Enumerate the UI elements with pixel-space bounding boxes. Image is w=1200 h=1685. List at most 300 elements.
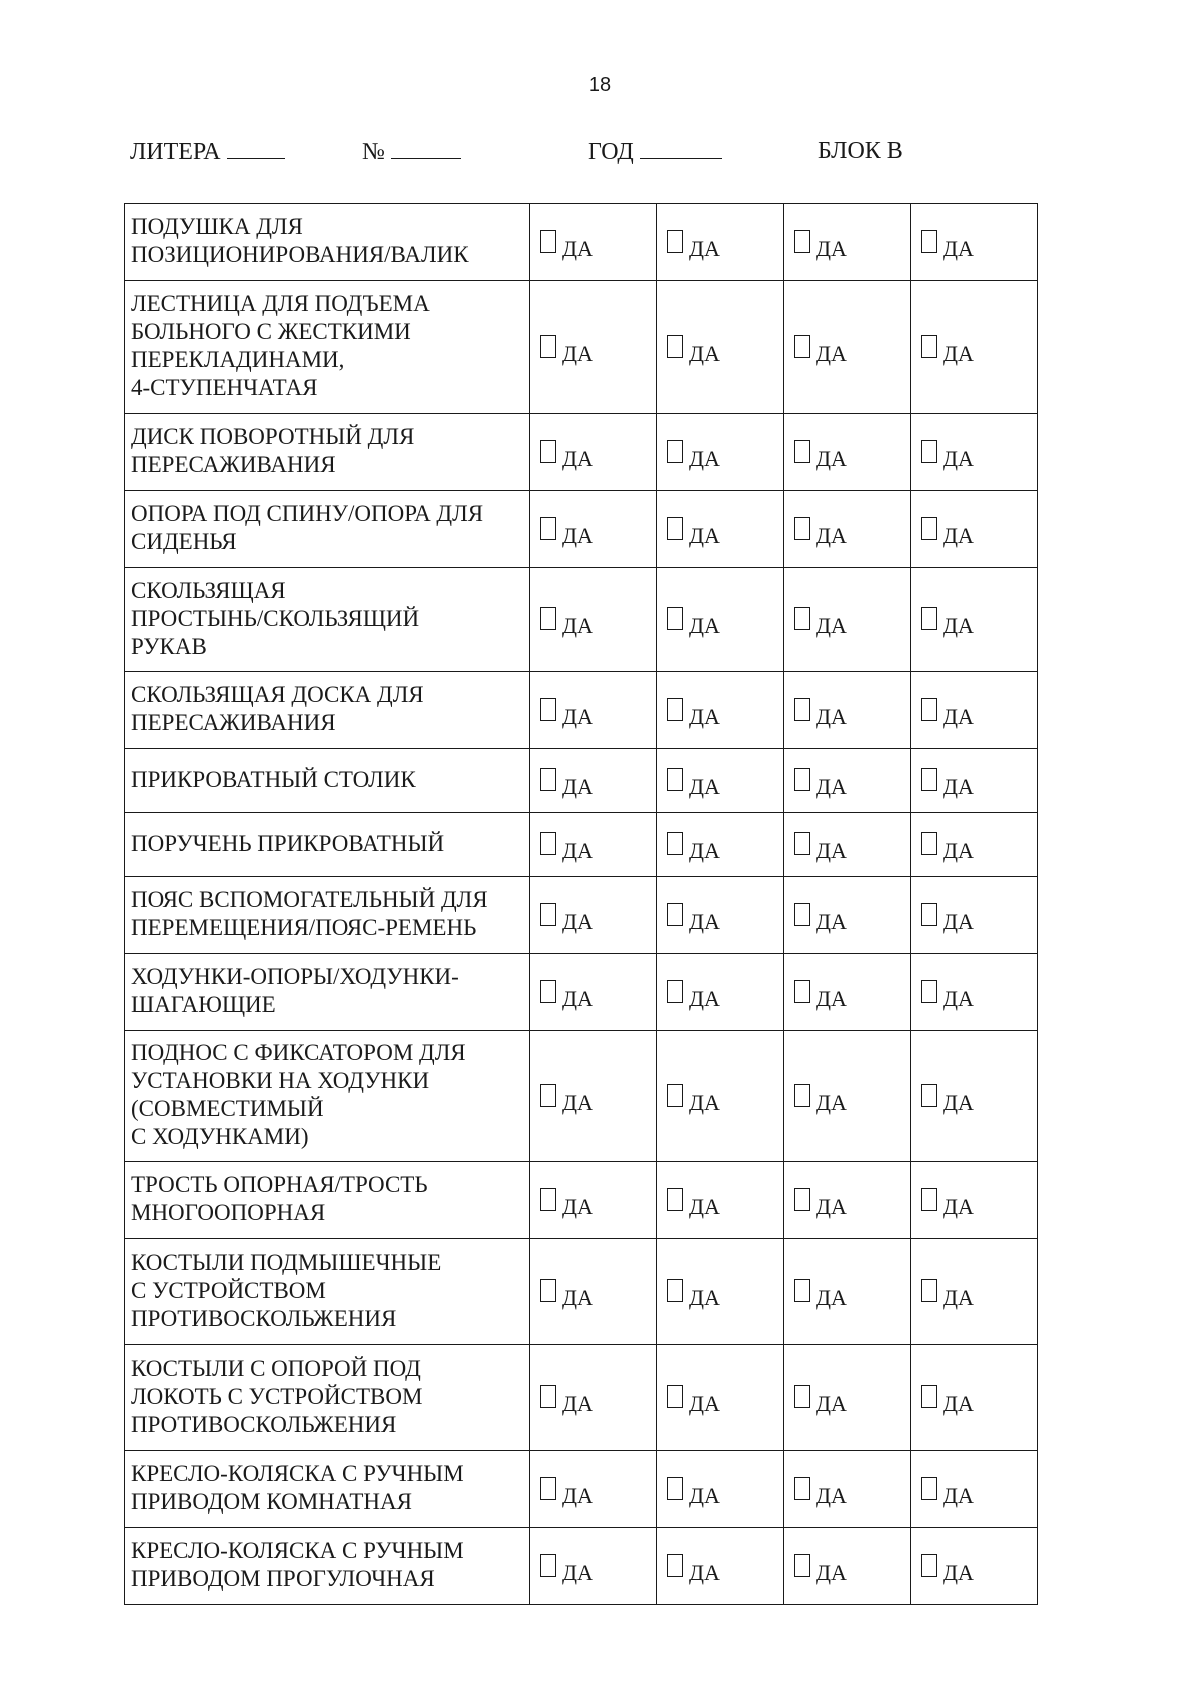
yes-option[interactable] — [784, 1084, 910, 1115]
yes-label: ДА — [816, 1391, 847, 1416]
yes-checkbox[interactable] — [667, 1554, 683, 1577]
yes-cell — [911, 1162, 1038, 1239]
item-name-line: ПРОТИВОСКОЛЬЖЕНИЯ — [131, 1305, 397, 1331]
number-field — [362, 138, 461, 166]
yes-label: ДА — [562, 340, 593, 366]
yes-option[interactable] — [911, 1385, 1037, 1416]
year-input[interactable] — [640, 138, 722, 159]
item-name-cell — [125, 813, 530, 877]
yes-option[interactable] — [657, 607, 783, 638]
yes-option[interactable] — [530, 903, 656, 934]
yes-option[interactable] — [657, 832, 783, 863]
item-name-cell — [125, 1239, 530, 1345]
yes-option[interactable] — [530, 698, 656, 729]
yes-checkbox[interactable] — [921, 1554, 937, 1577]
yes-checkbox[interactable] — [667, 1385, 683, 1408]
yes-checkbox[interactable] — [794, 980, 810, 1003]
yes-option[interactable] — [911, 1188, 1037, 1219]
yes-cell — [784, 568, 911, 672]
litera-label: ЛИТЕРА — [130, 139, 221, 165]
yes-checkbox[interactable] — [667, 607, 683, 630]
yes-option[interactable] — [911, 903, 1037, 934]
yes-option[interactable] — [657, 1385, 783, 1416]
yes-cell — [530, 491, 657, 568]
yes-checkbox[interactable] — [540, 980, 556, 1003]
item-name-cell — [125, 281, 530, 414]
yes-option[interactable] — [657, 1554, 783, 1585]
yes-cell — [784, 1528, 911, 1605]
yes-option[interactable] — [911, 768, 1037, 799]
yes-checkbox[interactable] — [540, 517, 556, 540]
yes-checkbox[interactable] — [921, 1279, 937, 1302]
yes-label: ДА — [689, 838, 720, 863]
yes-option[interactable] — [530, 832, 656, 863]
item-name-cell — [125, 1162, 530, 1239]
yes-checkbox[interactable] — [667, 440, 683, 463]
item-name-line: ОПОРА ПОД СПИНУ/ОПОРА ДЛЯ — [131, 501, 484, 526]
yes-checkbox[interactable] — [794, 335, 810, 358]
yes-option[interactable] — [530, 607, 656, 638]
yes-label: ДА — [943, 1193, 974, 1219]
yes-label: ДА — [562, 774, 593, 799]
yes-option[interactable] — [657, 698, 783, 729]
yes-option[interactable] — [784, 698, 910, 729]
yes-label: ДА — [562, 908, 593, 934]
yes-label: ДА — [689, 235, 720, 261]
yes-checkbox[interactable] — [540, 698, 556, 721]
yes-label: ДА — [689, 1559, 720, 1585]
item-name-cell — [125, 1451, 530, 1528]
yes-option[interactable] — [657, 1477, 783, 1508]
yes-cell — [530, 813, 657, 877]
yes-cell — [911, 749, 1038, 813]
yes-label: ДА — [943, 908, 974, 934]
item-name-line: КОСТЫЛИ ПОДМЫШЕЧНЫЕ — [131, 1249, 442, 1275]
yes-checkbox[interactable] — [540, 230, 556, 253]
yes-cell — [784, 954, 911, 1031]
item-name-line: ПРИВОДОМ КОМНАТНАЯ — [131, 1489, 412, 1514]
item-name-line: ЛЕСТНИЦА ДЛЯ ПОДЪЕМА — [131, 291, 430, 316]
yes-checkbox[interactable] — [667, 230, 683, 253]
yes-checkbox[interactable] — [794, 698, 810, 721]
yes-checkbox[interactable] — [667, 1279, 683, 1302]
yes-option[interactable] — [911, 832, 1037, 863]
yes-cell — [784, 1451, 911, 1528]
yes-cell — [530, 1345, 657, 1451]
yes-label: ДА — [816, 340, 847, 366]
item-name-cell — [125, 1345, 530, 1451]
table-row — [125, 568, 1038, 672]
yes-option[interactable] — [657, 1188, 783, 1219]
yes-label: ДА — [943, 235, 974, 261]
item-name-line: С ХОДУНКАМИ) — [131, 1124, 309, 1149]
yes-checkbox[interactable] — [921, 607, 937, 630]
item-name-line: КРЕСЛО-КОЛЯСКА С РУЧНЫМ — [131, 1538, 464, 1563]
yes-option[interactable] — [657, 980, 783, 1011]
yes-label: ДА — [562, 838, 593, 863]
item-name-cell — [125, 672, 530, 749]
yes-checkbox[interactable] — [540, 832, 556, 855]
yes-label: ДА — [689, 340, 720, 366]
yes-option[interactable] — [530, 1188, 656, 1219]
item-name-line: БОЛЬНОГО С ЖЕСТКИМИ — [131, 319, 411, 344]
yes-checkbox[interactable] — [540, 1188, 556, 1211]
table-row — [125, 1239, 1038, 1345]
item-name-line: ПРОСТЫНЬ/СКОЛЬЗЯЩИЙ — [131, 605, 420, 631]
item-name-cell — [125, 414, 530, 491]
yes-cell — [911, 1528, 1038, 1605]
yes-option[interactable] — [911, 1084, 1037, 1115]
item-name-cell — [125, 204, 530, 281]
item-name-line: ХОДУНКИ-ОПОРЫ/ХОДУНКИ- — [131, 964, 459, 989]
item-name-cell — [125, 1528, 530, 1605]
yes-checkbox[interactable] — [540, 1279, 556, 1302]
yes-checkbox[interactable] — [921, 335, 937, 358]
yes-label: ДА — [562, 1559, 593, 1585]
yes-checkbox[interactable] — [921, 980, 937, 1003]
yes-option[interactable] — [784, 1477, 910, 1508]
table-row — [125, 672, 1038, 749]
yes-option[interactable] — [911, 1477, 1037, 1508]
yes-checkbox[interactable] — [794, 1554, 810, 1577]
yes-option[interactable] — [784, 903, 910, 934]
yes-label: ДА — [816, 1193, 847, 1219]
item-name-line: МНОГООПОРНАЯ — [131, 1200, 326, 1225]
yes-option[interactable] — [784, 832, 910, 863]
yes-option[interactable] — [911, 517, 1037, 548]
yes-cell — [911, 877, 1038, 954]
item-name-line: СИДЕНЬЯ — [131, 529, 237, 554]
yes-label: ДА — [562, 703, 593, 729]
yes-label: ДА — [816, 774, 847, 799]
yes-option[interactable] — [911, 698, 1037, 729]
yes-label: ДА — [562, 1193, 593, 1219]
item-name-line: ТРОСТЬ ОПОРНАЯ/ТРОСТЬ — [131, 1172, 428, 1197]
litera-input[interactable] — [227, 138, 285, 159]
yes-checkbox[interactable] — [794, 1279, 810, 1302]
yes-cell — [657, 281, 784, 414]
item-name-line: ПРИКРОВАТНЫЙ СТОЛИК — [131, 766, 416, 792]
yes-option[interactable] — [911, 1279, 1037, 1310]
yes-cell — [657, 954, 784, 1031]
yes-label: ДА — [943, 445, 974, 471]
yes-option[interactable] — [530, 1084, 656, 1115]
yes-checkbox[interactable] — [540, 903, 556, 926]
yes-label: ДА — [943, 1285, 974, 1310]
yes-checkbox[interactable] — [540, 607, 556, 630]
yes-checkbox[interactable] — [794, 903, 810, 926]
yes-option[interactable] — [530, 440, 656, 471]
yes-option[interactable] — [911, 230, 1037, 261]
item-name-line: ПОЯС ВСПОМОГАТЕЛЬНЫЙ ДЛЯ — [131, 887, 488, 912]
table-row — [125, 877, 1038, 954]
yes-checkbox[interactable] — [794, 440, 810, 463]
yes-label: ДА — [943, 613, 974, 638]
yes-option[interactable] — [657, 230, 783, 261]
yes-cell — [530, 749, 657, 813]
yes-cell — [530, 877, 657, 954]
item-name-line: ПОЗИЦИОНИРОВАНИЯ/ВАЛИК — [131, 242, 469, 267]
yes-checkbox[interactable] — [667, 768, 683, 791]
yes-option[interactable] — [530, 768, 656, 799]
table-row — [125, 954, 1038, 1031]
yes-option[interactable] — [530, 1385, 656, 1416]
yes-label: ДА — [943, 985, 974, 1011]
yes-checkbox[interactable] — [794, 517, 810, 540]
yes-checkbox[interactable] — [921, 517, 937, 540]
yes-label: ДА — [943, 838, 974, 863]
yes-option[interactable] — [911, 1554, 1037, 1585]
yes-checkbox[interactable] — [794, 768, 810, 791]
equipment-checklist-table — [124, 203, 1038, 1605]
yes-cell — [530, 568, 657, 672]
yes-checkbox[interactable] — [921, 903, 937, 926]
yes-cell — [784, 749, 911, 813]
yes-option[interactable] — [784, 230, 910, 261]
yes-cell — [657, 204, 784, 281]
yes-cell — [784, 414, 911, 491]
yes-checkbox[interactable] — [667, 832, 683, 855]
yes-label: ДА — [562, 1482, 593, 1508]
yes-cell — [657, 1528, 784, 1605]
yes-label: ДА — [562, 235, 593, 261]
item-name-cell — [125, 749, 530, 813]
yes-cell — [911, 1345, 1038, 1451]
item-name-cell — [125, 568, 530, 672]
yes-label: ДА — [816, 985, 847, 1011]
yes-cell — [784, 281, 911, 414]
yes-option[interactable] — [530, 980, 656, 1011]
yes-checkbox[interactable] — [921, 832, 937, 855]
yes-checkbox[interactable] — [921, 698, 937, 721]
yes-checkbox[interactable] — [794, 1477, 810, 1500]
yes-cell — [911, 281, 1038, 414]
yes-checkbox[interactable] — [667, 1084, 683, 1107]
yes-cell — [530, 1451, 657, 1528]
yes-checkbox[interactable] — [540, 440, 556, 463]
yes-checkbox[interactable] — [794, 607, 810, 630]
yes-option[interactable] — [657, 1084, 783, 1115]
yes-option[interactable] — [784, 768, 910, 799]
yes-label: ДА — [689, 1391, 720, 1416]
yes-option[interactable] — [530, 1554, 656, 1585]
yes-option[interactable] — [657, 903, 783, 934]
yes-option[interactable] — [784, 335, 910, 366]
yes-option[interactable] — [657, 1279, 783, 1310]
item-name-line: КРЕСЛО-КОЛЯСКА С РУЧНЫМ — [131, 1461, 464, 1486]
number-input[interactable] — [391, 138, 461, 159]
table-row — [125, 281, 1038, 414]
yes-label: ДА — [943, 1089, 974, 1115]
yes-label: ДА — [816, 1559, 847, 1585]
yes-option[interactable] — [784, 517, 910, 548]
yes-cell — [784, 877, 911, 954]
yes-cell — [657, 672, 784, 749]
yes-cell — [911, 1451, 1038, 1528]
yes-label: ДА — [689, 774, 720, 799]
item-name-line: ПЕРЕСАЖИВАНИЯ — [131, 452, 336, 477]
yes-checkbox[interactable] — [667, 335, 683, 358]
item-name-cell — [125, 954, 530, 1031]
yes-checkbox[interactable] — [921, 1188, 937, 1211]
yes-cell — [530, 1239, 657, 1345]
block-label: БЛОК В — [818, 138, 903, 164]
item-name-line: ПРИВОДОМ ПРОГУЛОЧНАЯ — [131, 1566, 435, 1591]
yes-checkbox[interactable] — [540, 1084, 556, 1107]
yes-label: ДА — [562, 985, 593, 1011]
yes-checkbox[interactable] — [540, 768, 556, 791]
checklist-body — [125, 204, 1038, 1605]
yes-option[interactable] — [784, 1188, 910, 1219]
yes-cell — [657, 568, 784, 672]
yes-label: ДА — [562, 1285, 593, 1310]
yes-option[interactable] — [784, 1279, 910, 1310]
yes-cell — [657, 1239, 784, 1345]
yes-label: ДА — [816, 908, 847, 934]
table-row — [125, 1345, 1038, 1451]
yes-label: ДА — [689, 445, 720, 471]
yes-label: ДА — [562, 1089, 593, 1115]
yes-label: ДА — [562, 613, 593, 638]
yes-checkbox[interactable] — [921, 230, 937, 253]
yes-checkbox[interactable] — [667, 1188, 683, 1211]
yes-option[interactable] — [530, 1279, 656, 1310]
yes-label: ДА — [816, 445, 847, 471]
yes-checkbox[interactable] — [540, 1554, 556, 1577]
table-row — [125, 749, 1038, 813]
yes-label: ДА — [816, 235, 847, 261]
yes-cell — [657, 414, 784, 491]
year-label: ГОД — [588, 139, 634, 165]
yes-checkbox[interactable] — [540, 335, 556, 358]
yes-checkbox[interactable] — [667, 903, 683, 926]
yes-label: ДА — [943, 522, 974, 548]
yes-checkbox[interactable] — [794, 832, 810, 855]
year-field — [588, 138, 722, 166]
yes-cell — [657, 1031, 784, 1162]
yes-label: ДА — [816, 522, 847, 548]
yes-checkbox[interactable] — [921, 1084, 937, 1107]
yes-checkbox[interactable] — [794, 1188, 810, 1211]
yes-option[interactable] — [784, 440, 910, 471]
yes-option[interactable] — [784, 980, 910, 1011]
yes-checkbox[interactable] — [921, 768, 937, 791]
yes-cell — [530, 954, 657, 1031]
yes-option[interactable] — [911, 980, 1037, 1011]
yes-checkbox[interactable] — [540, 1385, 556, 1408]
yes-label: ДА — [562, 1391, 593, 1416]
yes-cell — [530, 1031, 657, 1162]
yes-checkbox[interactable] — [667, 1477, 683, 1500]
item-name-line: РУКАВ — [131, 633, 207, 659]
yes-cell — [784, 491, 911, 568]
yes-checkbox[interactable] — [667, 698, 683, 721]
yes-checkbox[interactable] — [921, 1477, 937, 1500]
yes-label: ДА — [689, 703, 720, 729]
yes-option[interactable] — [657, 440, 783, 471]
item-name-line: (СОВМЕСТИМЫЙ — [131, 1096, 324, 1121]
yes-option[interactable] — [657, 517, 783, 548]
yes-option[interactable] — [911, 335, 1037, 366]
yes-option[interactable] — [530, 230, 656, 261]
item-name-line: ПЕРЕСАЖИВАНИЯ — [131, 710, 336, 735]
yes-checkbox[interactable] — [667, 980, 683, 1003]
yes-cell — [657, 813, 784, 877]
yes-option[interactable] — [657, 768, 783, 799]
yes-option[interactable] — [530, 517, 656, 548]
yes-checkbox[interactable] — [540, 1477, 556, 1500]
yes-checkbox[interactable] — [667, 517, 683, 540]
yes-cell — [784, 1239, 911, 1345]
yes-label: ДА — [816, 838, 847, 863]
item-name-cell — [125, 1031, 530, 1162]
yes-label: ДА — [689, 985, 720, 1011]
item-name-line: ПОРУЧЕНЬ ПРИКРОВАТНЫЙ — [131, 830, 445, 856]
yes-label: ДА — [689, 1482, 720, 1508]
yes-cell — [657, 491, 784, 568]
yes-checkbox[interactable] — [794, 1385, 810, 1408]
yes-option[interactable] — [530, 1477, 656, 1508]
yes-label: ДА — [562, 522, 593, 548]
yes-option[interactable] — [784, 607, 910, 638]
table-row — [125, 1031, 1038, 1162]
yes-option[interactable] — [530, 335, 656, 366]
number-label: № — [362, 139, 385, 165]
yes-checkbox[interactable] — [921, 440, 937, 463]
table-row — [125, 1528, 1038, 1605]
yes-label: ДА — [816, 703, 847, 729]
yes-cell — [911, 1031, 1038, 1162]
yes-cell — [784, 1031, 911, 1162]
yes-label: ДА — [689, 908, 720, 934]
item-name-line: ШАГАЮЩИЕ — [131, 992, 276, 1017]
item-name-line: ПОДУШКА ДЛЯ — [131, 214, 303, 239]
yes-label: ДА — [943, 1482, 974, 1508]
yes-cell — [784, 672, 911, 749]
yes-label: ДА — [816, 1482, 847, 1508]
yes-label: ДА — [689, 1089, 720, 1115]
yes-option[interactable] — [784, 1554, 910, 1585]
yes-option[interactable] — [911, 607, 1037, 638]
yes-cell — [657, 877, 784, 954]
table-row — [125, 1451, 1038, 1528]
yes-option[interactable] — [657, 335, 783, 366]
yes-option[interactable] — [784, 1385, 910, 1416]
yes-label: ДА — [689, 1193, 720, 1219]
item-name-line: ПРОТИВОСКОЛЬЖЕНИЯ — [131, 1411, 397, 1437]
yes-label: ДА — [689, 613, 720, 638]
yes-option[interactable] — [911, 440, 1037, 471]
yes-label: ДА — [689, 1285, 720, 1310]
yes-cell — [784, 204, 911, 281]
yes-checkbox[interactable] — [794, 1084, 810, 1107]
yes-checkbox[interactable] — [921, 1385, 937, 1408]
page-number: 18 — [588, 74, 612, 96]
litera-field — [130, 138, 285, 166]
yes-cell — [911, 1239, 1038, 1345]
item-name-line: ДИСК ПОВОРОТНЫЙ ДЛЯ — [131, 424, 415, 449]
yes-label: ДА — [562, 445, 593, 471]
table-row — [125, 204, 1038, 281]
yes-cell — [911, 568, 1038, 672]
yes-cell — [657, 1451, 784, 1528]
yes-label: ДА — [943, 340, 974, 366]
yes-checkbox[interactable] — [794, 230, 810, 253]
item-name-line: ПЕРЕМЕЩЕНИЯ/ПОЯС-РЕМЕНЬ — [131, 915, 477, 940]
yes-cell — [911, 204, 1038, 281]
item-name-line: ЛОКОТЬ С УСТРОЙСТВОМ — [131, 1383, 423, 1409]
item-name-cell — [125, 491, 530, 568]
